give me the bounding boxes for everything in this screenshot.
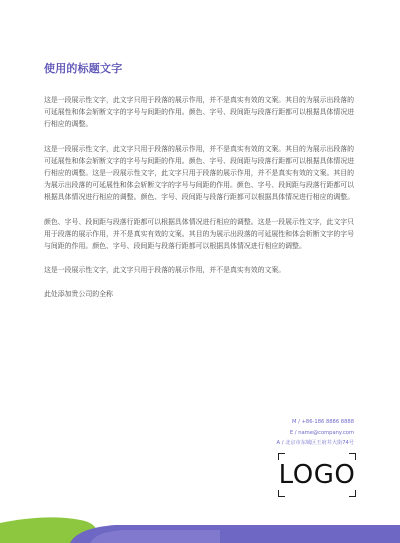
- logo-corner-mark: [278, 490, 285, 497]
- paragraph: 这是一段展示性文字，此文字只用于段落的展示作用，并不是真实有效的文案。: [44, 266, 286, 275]
- logo-placeholder: [278, 453, 356, 497]
- contact-email: E / name@company.com: [289, 429, 354, 436]
- contact-address: A / 北京市东城区王府井大街74号: [276, 440, 354, 446]
- contact-mobile: M / +86-186 8886 8888: [292, 419, 354, 425]
- document-body: [44, 94, 360, 313]
- company-name-line: 此处添加贵公司的全称: [44, 290, 113, 299]
- logo-corner-mark: [278, 453, 285, 460]
- paragraph: 这是一段展示性文字，此文字只用于段落的展示作用，并不是真实有效的文案。其目的为展示出段落的可延展性和体会斩断文字的字号与间距的作用。颜色、字号、段间距与段落行距都可以根据具体情况进行相应的调整。这是一段展示性文字，此文字只用于段落的展示作用，并不是真实有效的文案。其目的为展示出段落的可延展性和体会斩断文字的字号与间距的作用。颜色、字号、段间距与段落行距都可以根据具体情况进行相应的调整。颜色、字号、段间距与段落行距都可以根据具体情况进行相应的调整。: [44, 144, 355, 202]
- logo-corner-mark: [349, 453, 356, 460]
- footer-decoration: [0, 505, 400, 543]
- document-title: 使用的标题文字: [44, 62, 123, 75]
- paragraph: 这是一段展示性文字，此文字只用于段落的展示作用，并不是真实有效的文案。其目的为展示出段落的可延展性和体会斩断文字的字号与间距的作用。颜色、字号、段间距与段落行距都可以根据具体情况进行相应的调整。: [44, 96, 355, 129]
- logo-text: LOGO: [278, 460, 356, 490]
- contact-block: [154, 417, 354, 449]
- footer-purple-light-shape: [90, 530, 220, 543]
- paragraph: 颜色、字号、段间距与段落行距都可以根据具体情况进行相应的调整。这是一段展示性文字，此文字只用于段落的展示作用，并不是真实有效的文案。其目的为展示出段落的可延展性和体会斩断文字的字号与间距的作用。颜色、字号、段间距与段落行距都可以根据具体情况进行相应的调整。: [44, 217, 355, 251]
- logo-corner-mark: [349, 490, 356, 497]
